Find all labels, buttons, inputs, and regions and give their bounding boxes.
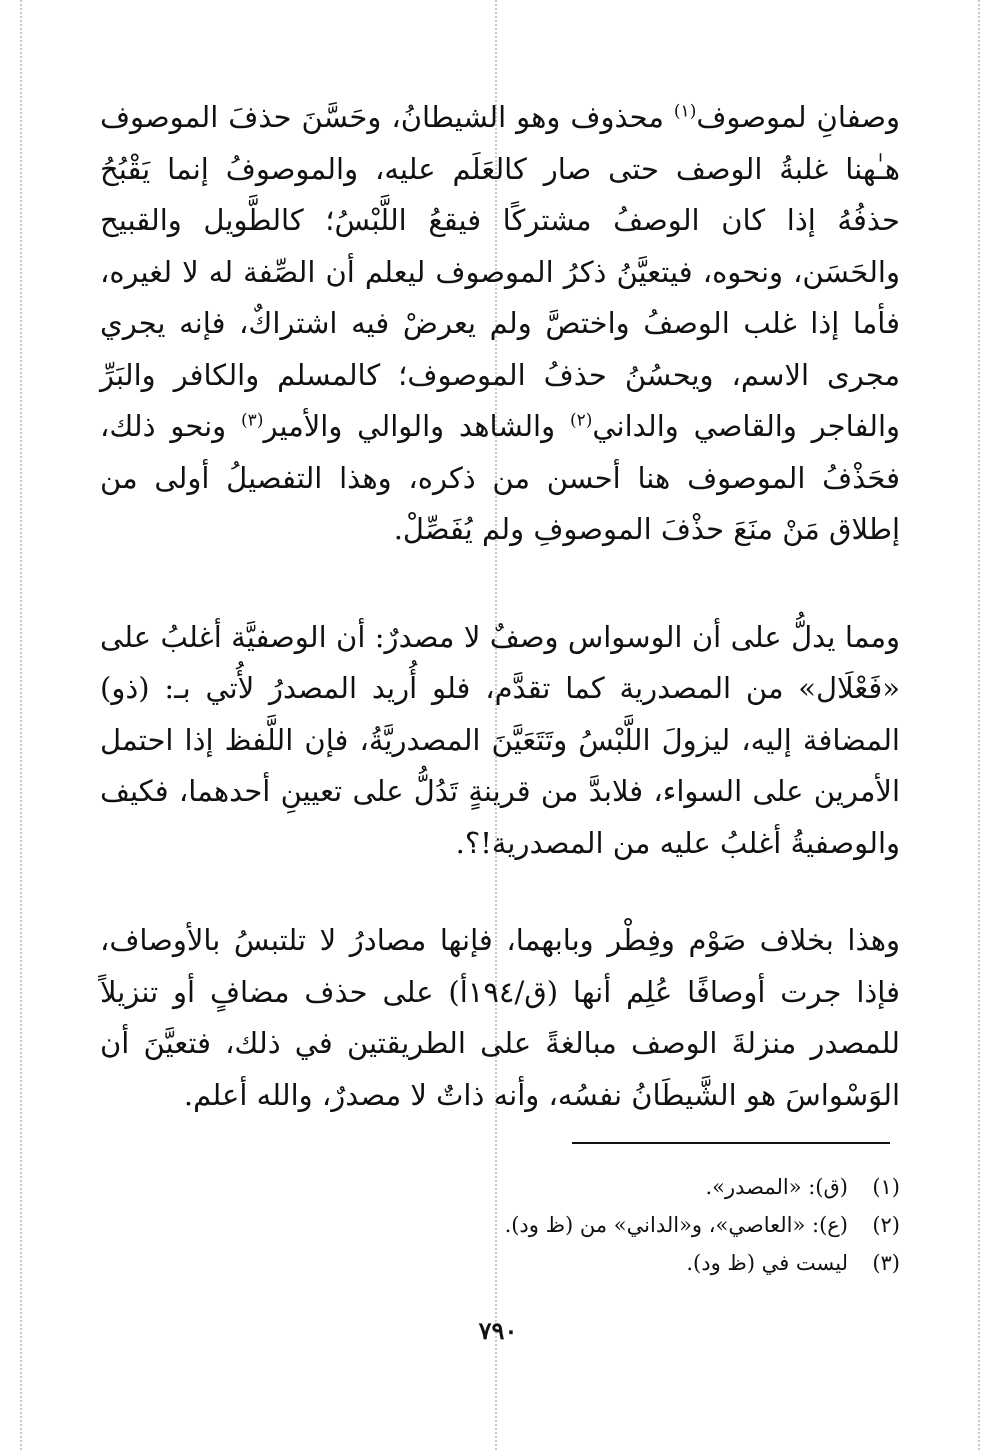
paragraph-2: ومما يدلُّ على أن الوسواس وصفٌ لا مصدرٌ: أن الوصفيَّة أغلبُ على «فَعْلَال» من المصدرية كما تقدَّم، فلو أُريد المصدرُ لأُتي بـ: (ذو) المضافة إليه، ليزولَ اللَّبْسُ وتَتَعَيَّنَ المصدريَّةُ، فإن اللَّفظ إذا احتمل الأمرين على السواء، فلابدَّ من قرينةٍ تَدُلُّ على تعيينِ أحدهما، فكيف والوصفيةُ أغلبُ عليه من المصدرية!؟. — [100, 619, 900, 860]
page-number: ٧٩٠ — [478, 1316, 518, 1345]
footnotes — [100, 1168, 900, 1282]
footnote-2 — [100, 1206, 900, 1244]
paragraph-1-text-a: وصفانِ لموصوف — [696, 100, 900, 134]
footnote-number: (٣) — [872, 1251, 900, 1275]
paragraph-1 — [100, 92, 900, 556]
footnote-text: (ع): «العاصي»، و«الداني» من (ظ ود). — [504, 1213, 848, 1237]
paragraph-3: وهذا بخلاف صَوْم وفِطْر وبابهما، فإنها مصادرُ لا تلتبسُ بالأوصاف، فإذا جرت أوصافًا عُلِم أنها (ق/١٩٤أ) على حذف مضافٍ أو تنزيلاً للمصدر منزلةَ الوصف مبالغةً على الطريقتين في ذلك، فتعيَّنَ أن الوَسْواسَ هو الشَّيطَانُ نفسُه، وأنه ذاتٌ لا مصدرٌ، والله أعلم. — [100, 923, 900, 1112]
footnote-text: ليست في (ظ ود). — [686, 1251, 848, 1275]
footnote-1 — [100, 1168, 900, 1206]
paragraph-1-text-d: ونحو ذلك، فحَذْفُ الموصوف هنا أحسن من ذكره، وهذا التفصيلُ أولى من إطلاق مَنْ منَعَ حذْفَ الموصوفِ ولم يُفَصِّلْ. — [100, 409, 900, 546]
paragraph-1-text-c: والشاهد والوالي والأمير — [263, 409, 570, 443]
footnote-separator — [572, 1142, 890, 1144]
scan-dotted-line-right — [978, 0, 980, 1450]
footnote-number: (١) — [872, 1175, 900, 1199]
paragraph-1-text-b: محذوف وهو الشيطانُ، وحَسَّنَ حذفَ الموصوف هـٰهنا غلبةُ الوصف حتى صار كالعَلَم عليه، والموصوفُ إنما يَقْبُحُ حذفُهُ إذا كان الوصفُ مشتركًا فيقعُ اللَّبْسُ؛ كالطَّويل والقبيح والحَسَن، ونحوه، فيتعيَّنُ ذكرُ الموصوف ليعلم أن الصِّفة له لا لغيره، فأما إذا غلب الوصفُ واختصَّ ولم يعرضْ فيه اشتراكٌ، فإنه يجري مجرى الاسم، ويحسُنُ حذفُ الموصوف؛ كالمسلم والكافر والبَرِّ والفاجر والقاصي والداني — [100, 100, 901, 443]
footnote-ref-3: (٣) — [241, 410, 264, 431]
footnote-ref-1: (١) — [673, 101, 697, 122]
footnote-text: (ق): «المصدر». — [705, 1175, 848, 1199]
footnote-ref-2: (٢) — [569, 410, 593, 431]
scan-dotted-line-left — [20, 0, 22, 1450]
footnote-number: (٢) — [872, 1213, 900, 1237]
footnote-3 — [100, 1244, 900, 1282]
main-text — [100, 92, 900, 1121]
